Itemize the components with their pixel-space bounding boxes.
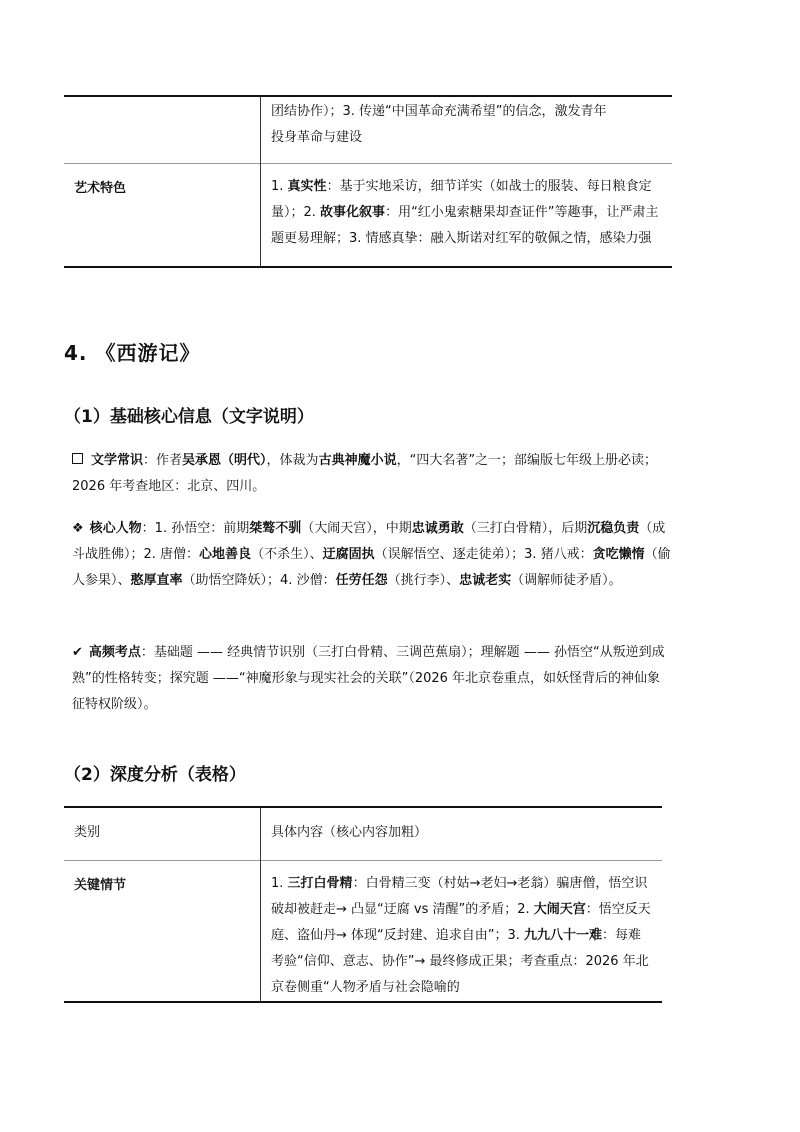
text-segment: （误解悟空、逐走徒弟）；3. 猪八戒： — [374, 547, 593, 562]
text-segment: （挑行李）、 — [387, 573, 460, 588]
paragraph-core-characters — [72, 516, 672, 594]
bold-term: 沉稳负责 — [587, 521, 640, 536]
text-segment: ：悟空反天庭、盗仙丹→ 体现“反封建、追求自由”；3. — [271, 902, 651, 943]
text-segment: （大闹天宫），中期 — [301, 521, 412, 536]
bold-term: 真实性 — [287, 179, 327, 194]
bold-term: 核心人物 — [89, 521, 142, 536]
bold-term: 迂腐固执 — [322, 547, 375, 562]
text-segment: （三打白骨精），后期 — [463, 521, 588, 536]
text-segment: （成斗战胜佛）；2. 唐僧： — [72, 521, 666, 562]
paragraph-literary-knowledge — [72, 448, 672, 500]
text-segment: （不杀生）、 — [251, 547, 323, 562]
subsection-heading-depth-analysis: （2）深度分析（表格） — [64, 765, 246, 785]
text-segment: 1. — [271, 876, 288, 891]
column-header-content: 具体内容（核心内容加粗） — [261, 807, 663, 861]
diamond-bullet-icon: ❖ — [72, 521, 84, 536]
text-segment: ：用“红小鬼索糖果却查证件”等趣事，让严肃主题更易理解；3. 情感真挚：融入斯诺对红军的敬佩之情，感染力强 — [271, 205, 659, 246]
bold-term: 文学常识 — [91, 453, 144, 468]
subsection-heading-basic-info: （1）基础核心信息（文字说明） — [64, 407, 314, 427]
bold-term: 高频考点 — [88, 645, 141, 660]
table-row — [64, 96, 672, 164]
checkmark-bullet-icon: ✔ — [72, 645, 83, 660]
text-segment: ：白骨精三变（村姑→老妇→老翁）骗唐僧，悟空识破却被赶走→ 凸显“迂腐 vs 清醒”的矛盾；2. — [271, 876, 648, 917]
bold-term: 心地善良 — [199, 547, 252, 562]
cell-line: 投身革命与建设 — [271, 130, 363, 145]
text-segment: （偷人参果）、 — [72, 547, 671, 588]
bold-term: 故事化叙事 — [320, 205, 386, 220]
text-segment: ，“四大名著”之一；部编版七年级上册必读；2026 年考查地区：北京、四川。 — [72, 453, 658, 494]
text-segment: ：基于实地采访，细节详实（如战士的服装、每日粮食定量）；2. — [271, 179, 652, 220]
bold-term: 忠诚老实 — [459, 573, 512, 588]
paragraph-exam-points — [72, 640, 672, 718]
column-header-category: 类别 — [74, 825, 101, 840]
bold-term: 大闹天宫 — [533, 902, 586, 917]
bold-term: 古典神魔小说 — [318, 453, 397, 468]
table-zhuanji-continued — [64, 95, 672, 268]
table-cell-label: 关键情节 — [64, 861, 261, 1003]
table-cell-content — [261, 96, 673, 164]
bold-term: 贪吃懒惰 — [592, 547, 645, 562]
text-segment: ，体裁为 — [266, 453, 319, 468]
bold-term: 任劳任怨 — [335, 573, 388, 588]
table-cell-label: 艺术特色 — [64, 164, 261, 268]
text-segment: 1. — [271, 179, 288, 194]
bold-term: 三打白骨精 — [287, 876, 353, 891]
checkbox-bullet-icon — [72, 453, 83, 464]
bold-term: 吴承恩（明代） — [182, 453, 267, 468]
text-segment: ：每难考验“信仰、意志、协作”→ 最终修成正果；考查重点：2026 年北京卷侧重“人物矛盾与社会隐喻的 — [271, 928, 649, 995]
text-segment: （助悟空降妖）；4. 沙僧： — [182, 573, 336, 588]
text-segment: ：作者 — [143, 453, 183, 468]
section-heading: 4. 《西游记》 — [64, 341, 201, 365]
table-depth-analysis — [64, 806, 662, 1003]
bold-term: 九九八十一难 — [524, 928, 603, 943]
table-cell-content — [261, 861, 663, 1003]
text-segment: ：1. 孙悟空：前期 — [141, 521, 250, 536]
cell-line: 团结协作）；3. 传递“中国革命充满希望”的信念，激发青年 — [271, 104, 607, 119]
bold-term: 忠诚勇敢 — [411, 521, 464, 536]
table-header-row — [64, 807, 662, 861]
table-cell-label — [64, 96, 261, 164]
bold-term: 桀骜不驯 — [249, 521, 302, 536]
table-cell-content — [261, 164, 673, 268]
bold-term: 憨厚直率 — [130, 573, 183, 588]
text-segment: ：基础题 —— 经典情节识别（三打白骨精、三调芭蕉扇）；理解题 —— 孙悟空“从叛逆到成熟”的性格转变；探究题 ——“神魔形象与现实社会的关联”（2026 年北京卷重点，如妖怪背后的神仙象征特权阶级）。 — [72, 645, 665, 712]
text-segment: （调解师徒矛盾）。 — [511, 573, 622, 588]
table-row — [64, 164, 672, 268]
table-row — [64, 861, 662, 1003]
